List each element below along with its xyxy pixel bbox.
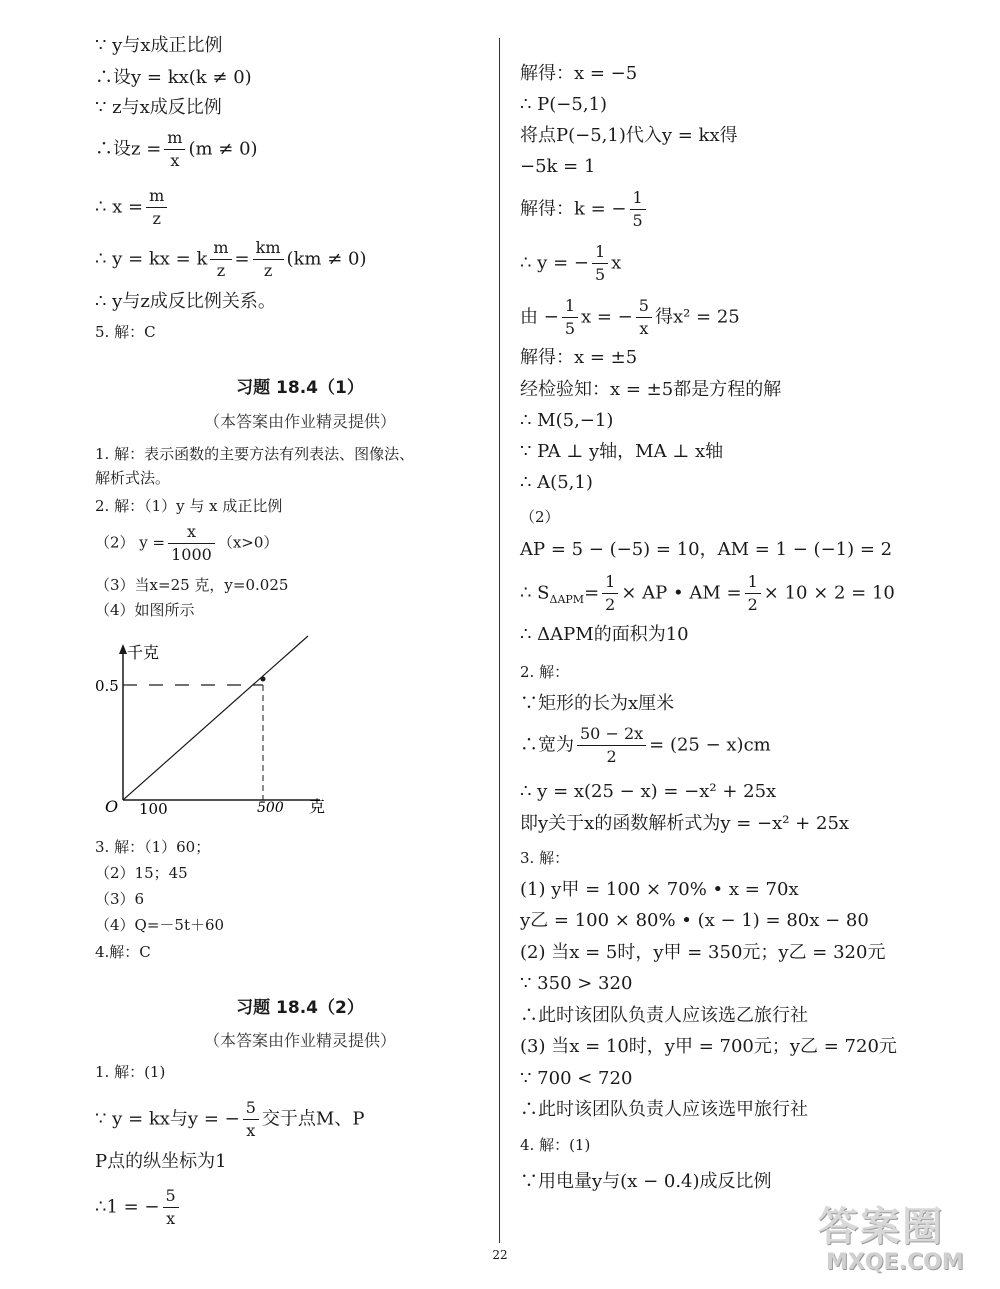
text-line: ∴此时该团队负责人应该选乙旅行社: [520, 1005, 808, 1026]
source-note: （本答案由作业精灵提供）: [203, 1031, 396, 1050]
page-number: 22: [492, 1248, 508, 1262]
y-tick-label: 0.5: [95, 677, 119, 695]
fraction: $\frac{5}{x}$: [636, 298, 652, 337]
text-line: （3）当x=25 克，y=0.025: [95, 576, 289, 594]
text-line: 3. 解：: [520, 849, 570, 867]
text-line: ∴ ΔAPM的面积为10: [520, 624, 689, 645]
fraction: $\frac{1}{5}$: [562, 298, 578, 337]
x-tick-label: 500: [257, 800, 284, 816]
formula-line: ∴1 = − $\frac{5}{x}$: [95, 1188, 182, 1227]
watermark-text: 答案圈: [818, 1204, 944, 1250]
text-line: 将点P(−5,1)代入y = kx得: [520, 125, 738, 146]
column-divider: [499, 38, 500, 1243]
fraction: $\frac{1}{5}$: [630, 190, 646, 229]
text-line: ∵ y与x成正比例: [95, 35, 223, 56]
formula-line: 解得：k = − $\frac{1}{5}$: [520, 190, 649, 229]
fraction: $\frac{5}{x}$: [243, 1100, 259, 1139]
text-line: 5. 解：C: [95, 323, 156, 341]
marked-point: [261, 677, 266, 682]
source-note: （本答案由作业精灵提供）: [203, 412, 396, 431]
text-line: ∴ P(−5,1): [520, 94, 608, 115]
text-line: 4. 解：(1): [520, 1136, 591, 1154]
text-line: 即y关于x的函数解析式为y = −x² + 25x: [520, 813, 850, 834]
fraction: $\frac{1}{2}$: [602, 574, 618, 613]
text-line: 2. 解：: [520, 663, 570, 681]
proportion-graph: [95, 632, 345, 822]
formula-line: ∴ x = $\frac{m}{z}$: [95, 188, 170, 227]
text-line: 解得：x = ±5: [520, 347, 638, 368]
fraction: $\frac{m}{z}$: [146, 188, 167, 227]
text-line: （3）6: [95, 890, 145, 908]
fraction: $\frac{x}{1000}$: [168, 524, 215, 563]
formula-line: （2） y = $\frac{x}{1000}$ （x>0）: [95, 522, 279, 564]
text-line: ∴设y = kx(k ≠ 0): [95, 67, 252, 88]
fraction: $\frac{km}{z}$: [253, 240, 284, 279]
x-unit-label: 克: [309, 797, 326, 816]
text-line: 解得：x = −5: [520, 63, 638, 84]
fraction: $\frac{1}{5}$: [592, 244, 608, 283]
section-title: 习题 18.4（1）: [236, 378, 364, 398]
text-line: （4）如图所示: [95, 601, 195, 619]
text-line: 经检验知：x = ±5都是方程的解: [520, 379, 782, 400]
fraction: $\frac{m}{x}$: [164, 130, 185, 169]
formula-line: 由 − $\frac{1}{5}$ x = − $\frac{5}{x}$ 得x² = 25: [520, 296, 740, 338]
text-line: ∵用电量y与(x − 0.4)成反比例: [520, 1171, 772, 1192]
text-line: ∴此时该团队负责人应该选甲旅行社: [520, 1099, 808, 1120]
text-line: ∴ y与z成反比例关系。: [95, 291, 276, 312]
text-line: (1) y甲 = 100 × 70% • x = 70x: [520, 879, 799, 900]
formula-line: ∴宽为 $\frac{50 - 2x}{2}$ = (25 − x)cm: [520, 724, 771, 766]
text-line: （4）Q=－5t＋60: [95, 916, 225, 934]
origin-label: O: [105, 797, 119, 816]
text-line: 3. 解：（1）60；: [95, 838, 211, 856]
text-line: (2) 当x = 5时，y甲 = 350元；y乙 = 320元: [520, 942, 886, 963]
text-line: （2）15；45: [95, 864, 188, 882]
fraction: $\frac{5}{x}$: [163, 1188, 179, 1227]
text-line: （2）: [520, 508, 560, 526]
fraction: $\frac{50 - 2x}{2}$: [577, 726, 646, 765]
text-line: 2. 解：（1）y 与 x 成正比例: [95, 497, 283, 515]
y-unit-label: 千克: [127, 643, 160, 662]
text-line: ∵ PA ⊥ y轴，MA ⊥ x轴: [520, 441, 724, 462]
text-line: P点的纵坐标为1: [95, 1151, 227, 1172]
text-line: y乙 = 100 × 80% • (x − 1) = 80x − 80: [520, 910, 869, 931]
text-line: ∵ 700 < 720: [520, 1068, 633, 1089]
text-line: ∴ M(5,−1): [520, 410, 614, 431]
text-line: ∴ y = x(25 − x) = −x² + 25x: [520, 781, 777, 802]
text-line: 解析式法。: [95, 469, 171, 487]
x-tick-label: 100: [139, 800, 168, 818]
fraction: $\frac{1}{2}$: [745, 574, 761, 613]
text-line: ∵ 350 > 320: [520, 973, 633, 994]
text-line: ∵矩形的长为x厘米: [520, 693, 675, 714]
text-line: (3) 当x = 10时，y甲 = 700元；y乙 = 720元: [520, 1036, 897, 1057]
text-line: AP = 5 − (−5) = 10，AM = 1 − (−1) = 2: [520, 539, 893, 560]
formula-line: ∴ $S_{\Delta APM}=$ $\frac{1}{2}$ × AP • AM = $\frac{1}{2}$ × 10 × 2 = 10: [520, 572, 895, 614]
text-line: 1. 解：表示函数的主要方法有列表法、图像法、: [95, 445, 415, 463]
text-line: −5k = 1: [520, 156, 596, 177]
formula-line: ∴ y = kx = k $\frac{m}{z}$ = $\frac{km}{z}$ (km ≠ 0): [95, 238, 367, 280]
y-axis-arrow: [119, 644, 127, 654]
formula-line: ∵ y = kx与y = − $\frac{5}{x}$ 交于点M、P: [95, 1098, 365, 1140]
text-line: 4.解：C: [95, 943, 151, 961]
watermark-url: MXQE.COM: [826, 1250, 964, 1275]
text-line: 1. 解：(1): [95, 1063, 166, 1081]
text-line: ∵ z与x成反比例: [95, 97, 222, 118]
formula-line: ∴ y = − $\frac{1}{5}$ x: [520, 242, 622, 284]
text-line: ∴ A(5,1): [520, 472, 593, 493]
formula-line: ∴设z = $\frac{m}{x}$ (m ≠ 0): [95, 128, 258, 170]
watermark-logo: [818, 1195, 993, 1285]
fraction: $\frac{m}{z}$: [210, 240, 231, 279]
section-title: 习题 18.4（2）: [236, 998, 364, 1018]
